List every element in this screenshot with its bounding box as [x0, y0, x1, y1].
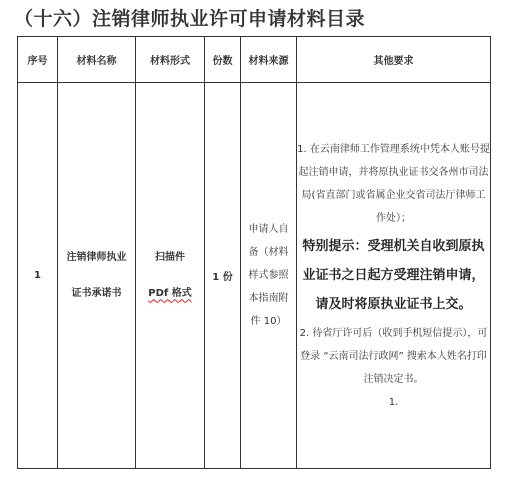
cell-material-form	[136, 83, 205, 469]
cell-copies: 1 份	[205, 83, 241, 469]
cell-material-source: 申请人自备（材料样式参照本指南附件 10）	[241, 83, 297, 469]
header-material-name: 材料名称	[58, 37, 136, 83]
requirement-item-2: 2. 待省厅许可后（收到手机短信提示），可登录 “云南司法行政网” 搜索本人姓名打印注销决定书。	[299, 327, 488, 385]
requirement-item-1: 1. 在云南律师工作管理系统中凭本人账号提起注销申请，并将原执业证书交各州市司法局(省直部门或省属企业交省司法厅律师工作处）；	[297, 143, 490, 224]
header-seq: 序号	[18, 37, 58, 83]
material-name-line-1: 注销律师执业	[66, 251, 127, 263]
table-row	[18, 83, 491, 469]
header-other-requirements: 其他要求	[297, 37, 491, 83]
header-material-source: 材料来源	[241, 37, 297, 83]
material-form-line-2: PDf 格式	[148, 287, 192, 299]
table-header-row	[18, 37, 491, 83]
cell-seq: 1	[18, 83, 58, 469]
material-form-line-1: 扫描件	[155, 251, 185, 263]
header-material-form: 材料形式	[136, 37, 205, 83]
cell-other-requirements	[297, 83, 491, 469]
material-name-line-2: 证书承诺书	[71, 287, 122, 299]
requirement-item-3: 1.	[388, 396, 399, 408]
cell-material-name	[58, 83, 136, 469]
page-title: （十六）注销律师执业许可申请材料目录	[14, 8, 366, 30]
materials-table	[17, 36, 491, 469]
header-copies: 份数	[205, 37, 241, 83]
special-notice: 特别提示：受理机关自收到原执业证书之日起方受理注销申请，请及时将原执业证书上交。	[302, 238, 485, 312]
